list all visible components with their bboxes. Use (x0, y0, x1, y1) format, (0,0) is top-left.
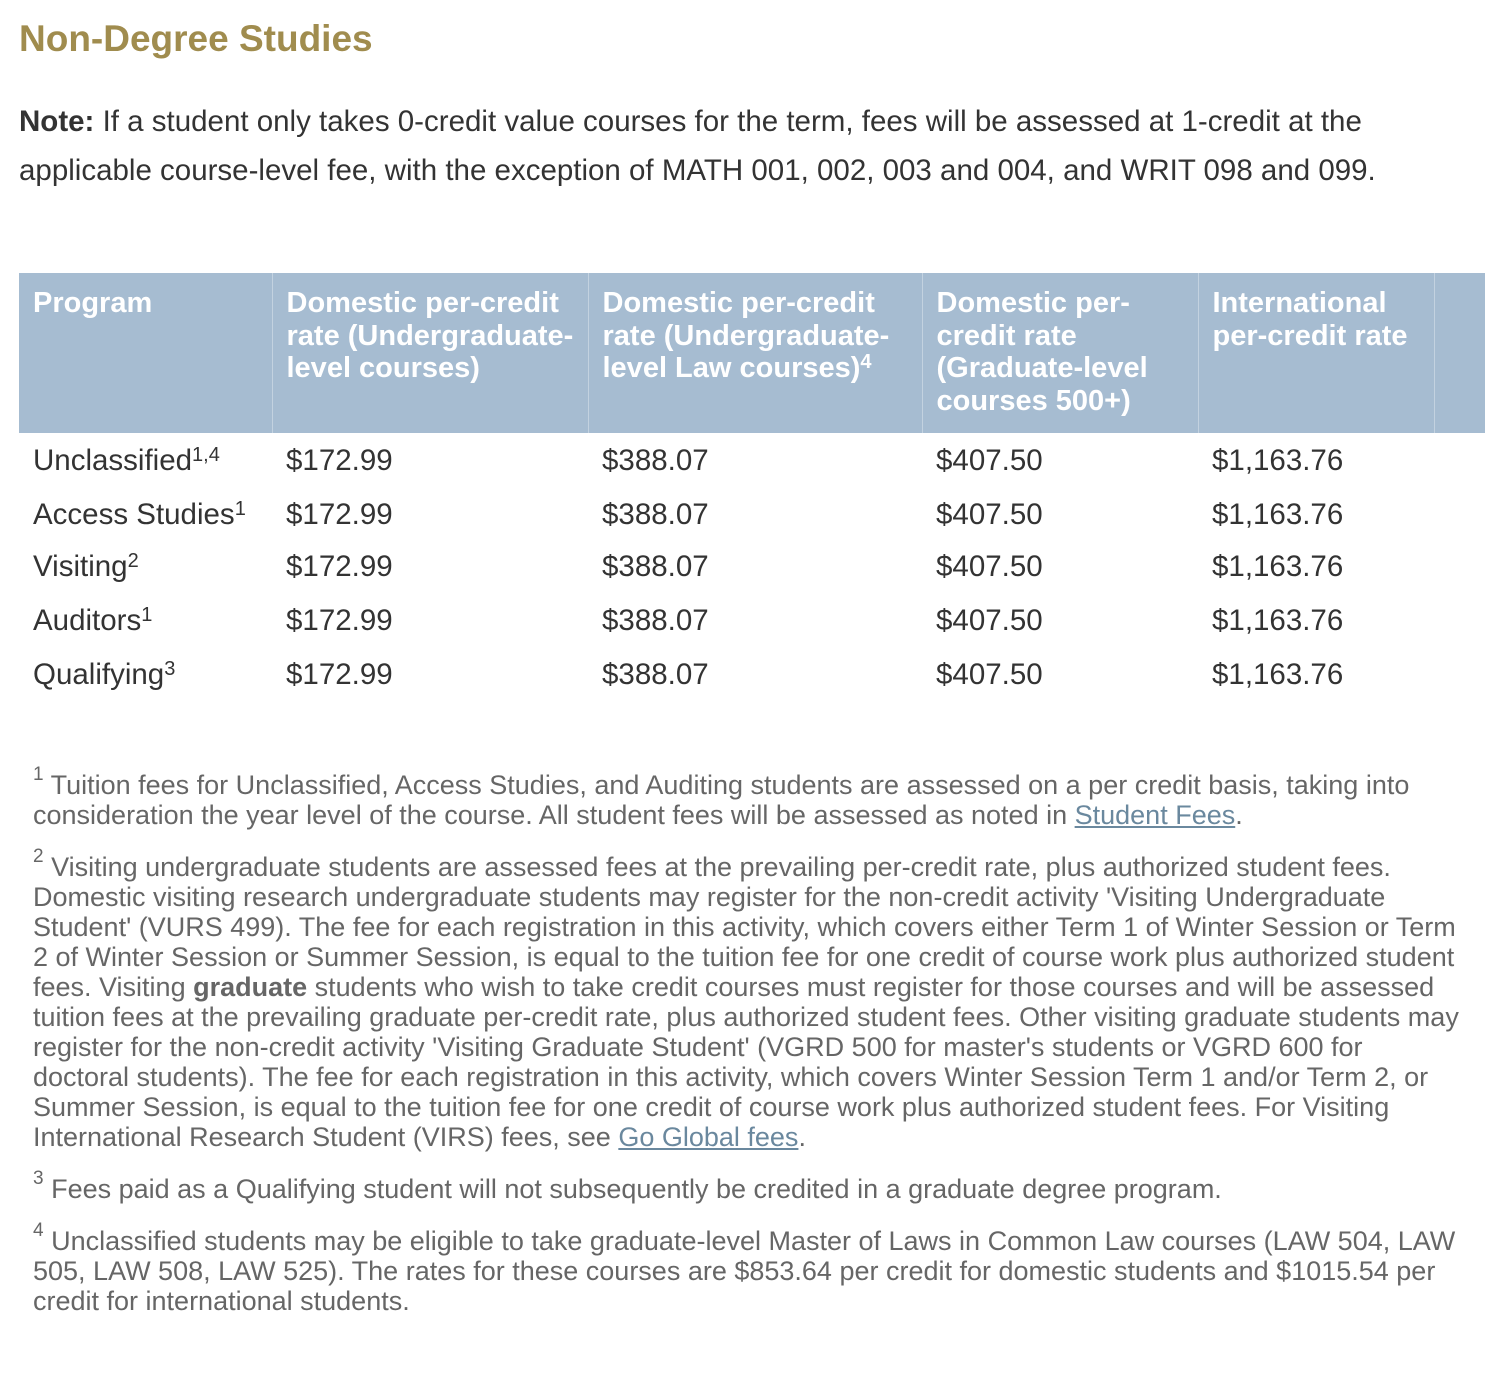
cell-graduate: $407.50 (936, 658, 1043, 691)
go-global-fees-link[interactable]: Go Global fees (618, 1122, 799, 1152)
cell-graduate: $407.50 (936, 444, 1043, 477)
cell-law: $388.07 (602, 444, 709, 477)
cell-program: Unclassified$^{1,4}$ (33, 444, 220, 477)
footnote-3-number: 3 (33, 1168, 44, 1189)
header-domestic-undergrad: Domestic per-credit rate (Undergraduate-level courses) (272, 273, 588, 433)
header-spacer (1434, 273, 1485, 433)
cell-program: Auditors$^1$ (33, 604, 153, 637)
student-fees-link[interactable]: Student Fees (1074, 800, 1236, 830)
cell-international: $1,163.76 (1212, 498, 1344, 531)
header-domestic-law: Domestic per-credit rate (Undergraduate-level Law courses)$^4$ (588, 273, 922, 433)
table-row (19, 539, 1485, 593)
note-paragraph (19, 97, 1469, 195)
table-row (19, 647, 1485, 701)
cell-undergrad: $172.99 (286, 604, 393, 637)
footnote-4 (33, 1220, 1463, 1316)
footnote-2-number: 2 (33, 846, 44, 867)
cell-international: $1,163.76 (1212, 550, 1344, 583)
cell-program: Access Studies$^1$ (33, 498, 246, 531)
cell-international: $1,163.76 (1212, 604, 1344, 637)
header-program: Program (19, 273, 272, 433)
cell-graduate: $407.50 (936, 550, 1043, 583)
cell-spacer (1434, 593, 1485, 647)
footnote-4-number: 4 (33, 1220, 44, 1241)
cell-spacer (1434, 433, 1485, 487)
footnote-4-text: Unclassified students may be eligible to take graduate-level Master of Laws in Common Law courses (LAW 504, LAW 505, LAW 508, LAW 525). The rates for these courses are $853.64 per credit for domestic students and $1015.54 per credit for international students. (33, 1226, 1456, 1316)
cell-law: $388.07 (602, 498, 709, 531)
cell-undergrad: $172.99 (286, 498, 393, 531)
cell-international: $1,163.76 (1212, 658, 1344, 691)
footnote-3-text: Fees paid as a Qualifying student will not subsequently be credited in a graduate degree program. (51, 1174, 1222, 1204)
note-text: If a student only takes 0-credit value courses for the term, fees will be assessed at 1-credit at the applicable course-level fee, with the exception of MATH 001, 002, 003 and 004, and WRIT 098 and 099. (19, 105, 1376, 187)
table-row (19, 593, 1485, 647)
cell-undergrad: $172.99 (286, 550, 393, 583)
table-row (19, 487, 1485, 539)
cell-program: Visiting$^2$ (33, 550, 139, 583)
cell-law: $388.07 (602, 604, 709, 637)
cell-spacer (1434, 487, 1485, 539)
footnote-3 (33, 1168, 1463, 1204)
footnote-2-text-b: students who wish to take credit courses must register for those courses and will be assessed tuition fees at the prevailing graduate per-credit rate, plus authorized student fees. Other visiting graduate students may register for the non-credit activity 'Visiting Graduate Student' (VGRD 500 for master's students or VGRD 600 for doctoral students). The fee for each registration in this activity, which covers Winter Session Term 1 and/or Term 2, or Summer Session, is equal to the tuition fee for one credit of course work plus authorized student fees. For Visiting International Research Student (VIRS) fees, see (33, 972, 1459, 1152)
cell-spacer (1434, 539, 1485, 593)
cell-international: $1,163.76 (1212, 444, 1344, 477)
cell-law: $388.07 (602, 550, 709, 583)
header-domestic-graduate: Domestic per-credit rate (Graduate-level courses 500+) (922, 273, 1198, 433)
footnote-1: $^1$ Tuition fees for Unclassified, Access Studies, and Auditing students are assessed on a per credit basis, taking into consideration the year level of the course. All student fees will be assessed as noted in Student Fees. (33, 764, 1410, 830)
footnote-2-text-a: Visiting undergraduate students are assessed fees at the prevailing per-credit rate, plus authorized student fees. Domestic visiting research undergraduate students may register for the non-credit activity 'Visiting Undergraduate Student' (VURS 499). The fee for each registration in this activity, which covers either Term 1 of Winter Session or Term 2 of Winter Session or Summer Session, is equal to the tuition fee for one credit of course work plus authorized student fees. Visiting (33, 852, 1456, 1002)
table-header-row (19, 273, 1485, 433)
cell-program: Qualifying$^3$ (33, 658, 176, 691)
note-label: Note: (19, 105, 95, 138)
footnote-2: $^2$ Visiting undergraduate students are assessed fees at the prevailing per-credit rate, plus authorized student fees. Domestic visiting research undergraduate students may register for the non-credit activity 'Visiting Undergraduate Student' (VURS 499). The fee for each registration in this activity, which covers either Term 1 of Winter Session or Term 2 of Winter Session or Summer Session, is equal to the tuition fee for one credit of course work plus authorized student fees. Visiting graduate students who wish to take credit courses must register for those courses and will be assessed tuition fees at the prevailing graduate per-credit rate, plus authorized student fees. Other visiting graduate students may register for the non-credit activity 'Visiting Graduate Student' (VGRD 500 for master's students or VGRD 600 for doctoral students). The fee for each registration in this activity, which covers Winter Session Term 1 and/or Term 2, or Summer Session, is equal to the tuition fee for one credit of course work plus authorized student fees. For Visiting International Research Student (VIRS) fees, see Go Global fees. (33, 846, 1459, 1152)
footnote-1-number: 1 (33, 764, 44, 785)
header-international: International per-credit rate (1198, 273, 1434, 433)
cell-law: $388.07 (602, 658, 709, 691)
cell-graduate: $407.50 (936, 498, 1043, 531)
cell-undergrad: $172.99 (286, 658, 393, 691)
footnotes (33, 764, 1463, 1338)
footnote-2-bold: graduate (193, 972, 308, 1002)
footnote-1-text: Tuition fees for Unclassified, Access Studies, and Auditing students are assessed on a per credit basis, taking into consideration the year level of the course. All student fees will be assessed as noted in (33, 770, 1410, 830)
cell-undergrad: $172.99 (286, 444, 393, 477)
cell-spacer (1434, 647, 1485, 701)
page-title: Non-Degree Studies (19, 18, 373, 59)
header-law-footnote-ref: 4 (860, 351, 872, 374)
cell-graduate: $407.50 (936, 604, 1043, 637)
table-row (19, 433, 1485, 487)
fees-table (19, 273, 1485, 701)
